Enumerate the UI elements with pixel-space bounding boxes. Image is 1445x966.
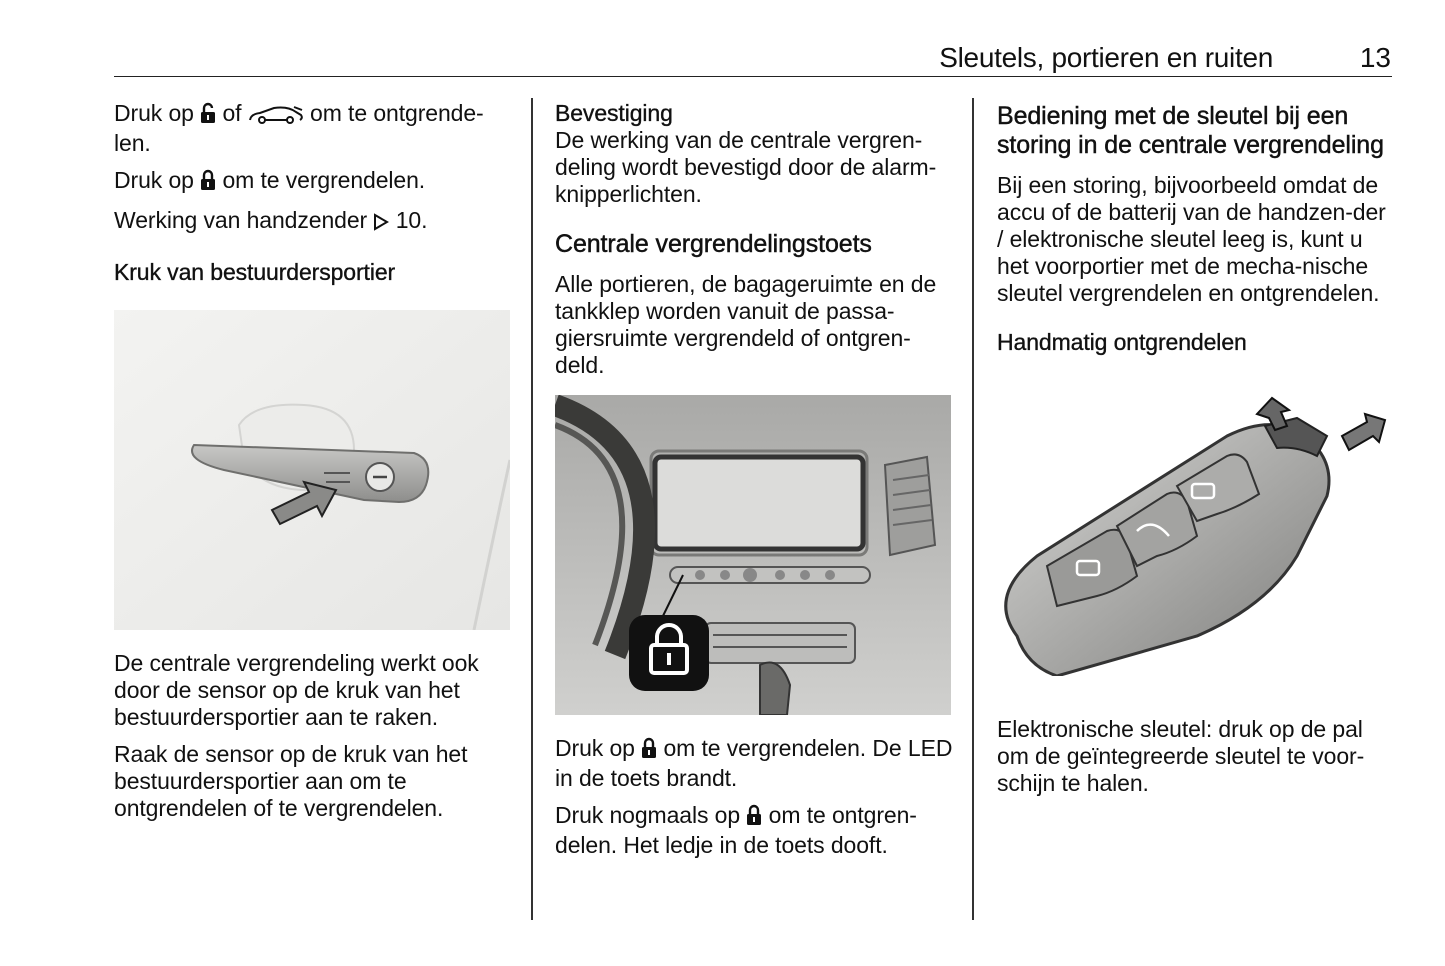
text: Druk op <box>555 735 635 761</box>
door-handle-illustration <box>114 310 510 630</box>
paragraph-transmitter <box>114 207 514 237</box>
failure-text: Bij een storing, bijvoorbeeld omdat de accu of de batterij van de handzen-der / elektronische sleutel leeg is, kunt u het voorportier met de mecha-nische sleutel vergrendelen en ontgrendelen. <box>997 172 1386 306</box>
text: of <box>222 100 242 126</box>
text: Druk nogmaals op <box>555 802 741 828</box>
text: om te ontgren-delen. Het ledje in de toets dooft. <box>555 802 917 858</box>
page-reference-icon <box>373 210 389 237</box>
paragraph-unlock <box>114 100 514 157</box>
column-3 <box>997 100 1395 807</box>
door-handle-heading: Kruk van bestuurdersportier <box>114 259 396 285</box>
text: Werking van handzender <box>114 207 368 233</box>
manual-unlock-subheading: Handmatig ontgrendelen <box>997 329 1247 355</box>
unlock-icon <box>200 102 216 130</box>
page-reference: 10. <box>395 207 428 233</box>
electronic-key-illustration <box>997 376 1395 676</box>
lock-icon <box>641 737 657 765</box>
column-1 <box>114 100 514 832</box>
central-locking-heading: Centrale vergrendelingstoets <box>555 230 872 258</box>
car-tailgate-icon <box>248 103 304 130</box>
lock-icon <box>200 169 216 197</box>
dashboard-illustration <box>555 395 951 715</box>
text: om te vergrendelen. <box>222 167 426 193</box>
column-divider-1 <box>531 98 533 920</box>
sensor-instruction: Raak de sensor op de kruk van het bestuurdersportier aan om te ontgrendelen of te vergrendelen. <box>114 741 468 821</box>
sensor-text: De centrale vergrendeling werkt ook door de sensor op de kruk van het bestuurdersportier aan te raken. <box>114 650 479 730</box>
confirmation-subheading: Bevestiging <box>555 100 673 126</box>
page-number: 13 <box>1359 42 1391 73</box>
header-rule <box>114 76 1392 77</box>
confirmation-text: De werking van de centrale vergren-deling wordt bevestigd door de alarm-knipperlichten. <box>555 127 937 207</box>
paragraph-lock <box>114 167 514 197</box>
text: Druk op <box>114 100 194 126</box>
central-locking-intro: Alle portieren, de bagageruimte en de tankklep worden vanuit de passa-giersruimte vergrendeld of ontgren-deld. <box>555 271 937 378</box>
text: Druk op <box>114 167 194 193</box>
unlock-instruction <box>555 802 955 859</box>
key-caption: Elektronische sleutel: druk op de pal om de geïntegreerde sleutel te voor-schijn te halen. <box>997 716 1365 796</box>
lock-instruction <box>555 735 955 792</box>
section-title: Sleutels, portieren en ruiten <box>939 42 1273 73</box>
column-2 <box>555 100 955 869</box>
column-divider-2 <box>972 98 974 920</box>
lock-icon <box>746 804 762 832</box>
text: len. <box>114 130 151 156</box>
manual-key-heading: Bediening met de sleutel bij een storing in de centrale vergrendeling <box>997 102 1384 159</box>
text: om te ontgrende- <box>310 100 484 126</box>
text: om te vergrendelen. De LED in de toets brandt. <box>555 735 953 791</box>
